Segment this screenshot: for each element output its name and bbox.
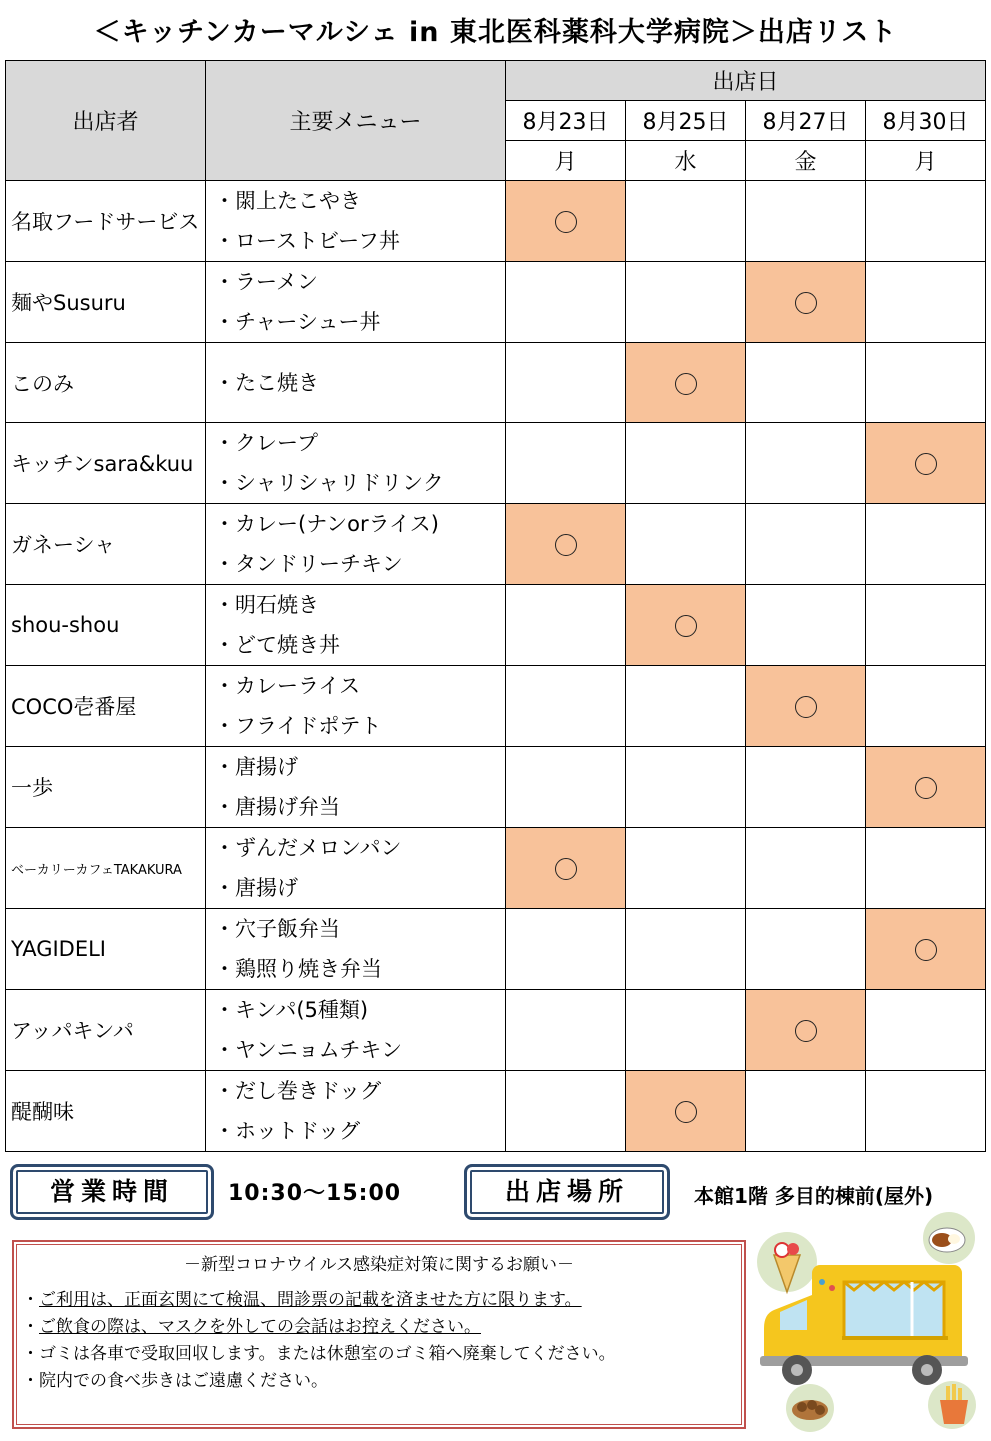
day-cell xyxy=(506,747,626,828)
menu-item: ・明石焼き xyxy=(214,593,319,617)
day-cell xyxy=(626,585,746,666)
menu-item: ・ホットドッグ xyxy=(214,1119,361,1143)
notice-title: －新型コロナウイルス感染症対策に関するお願い－ xyxy=(184,1255,574,1275)
header-date: 8月27日 xyxy=(746,101,866,141)
notice-item: ・院内での食べ歩きはご遠慮ください。 xyxy=(22,1371,328,1391)
day-cell xyxy=(746,1071,866,1152)
day-cell xyxy=(506,1071,626,1152)
attendance-mark xyxy=(915,939,937,961)
menu-item: ・唐揚げ xyxy=(214,755,298,779)
day-cell xyxy=(866,666,986,747)
vendor-rows xyxy=(6,181,986,1152)
vendor-name: 一歩 xyxy=(6,747,206,828)
day-cell xyxy=(626,990,746,1071)
day-cell xyxy=(626,747,746,828)
vendor-name: shou-shou xyxy=(6,585,206,666)
day-cell xyxy=(626,828,746,909)
day-cell xyxy=(746,262,866,343)
attendance-mark xyxy=(795,1020,817,1042)
vendor-name: ガネーシャ xyxy=(6,504,206,585)
day-cell xyxy=(866,747,986,828)
vendor-name: キッチンsara&kuu xyxy=(6,423,206,504)
table-row xyxy=(6,990,986,1071)
day-cell xyxy=(506,343,626,423)
day-cell xyxy=(746,504,866,585)
day-cell xyxy=(866,181,986,262)
day-cell xyxy=(626,1071,746,1152)
menu-item: ・カレー(ナンorライス) xyxy=(214,512,439,536)
table-row xyxy=(6,181,986,262)
attendance-mark xyxy=(915,453,937,475)
notice-item: ・ご利用は、正面玄関にて検温、問診票の記載を済ませた方に限ります。 xyxy=(22,1290,582,1310)
header-menu: 主要メニュー xyxy=(206,61,506,181)
vendor-name: アッパキンパ xyxy=(6,990,206,1071)
table-row xyxy=(6,504,986,585)
day-cell xyxy=(746,343,866,423)
header-date: 8月25日 xyxy=(626,101,746,141)
menu-item: ・カレーライス xyxy=(214,674,361,698)
vendor-name: 醍醐味 xyxy=(6,1071,206,1152)
day-cell xyxy=(866,585,986,666)
menu-item: ・どて焼き丼 xyxy=(214,633,340,657)
day-cell xyxy=(506,181,626,262)
menu-item: ・ヤンニョムチキン xyxy=(214,1038,403,1062)
attendance-mark xyxy=(555,858,577,880)
day-cell xyxy=(746,666,866,747)
menu-item: ・チャーシュー丼 xyxy=(214,310,381,334)
day-cell xyxy=(866,990,986,1071)
menu-item: ・閖上たこやき xyxy=(214,189,361,213)
day-cell xyxy=(746,181,866,262)
menu-item: ・ラーメン xyxy=(214,270,318,294)
menu-cell xyxy=(206,181,506,262)
attendance-mark xyxy=(795,696,817,718)
day-cell xyxy=(746,423,866,504)
header-vendor: 出店者 xyxy=(6,61,206,181)
day-cell xyxy=(506,909,626,990)
menu-item: ・タンドリーチキン xyxy=(214,552,403,576)
menu-item: ・鶏照り焼き弁当 xyxy=(214,957,382,981)
takoyaki-icon xyxy=(786,1384,834,1432)
header-weekday: 金 xyxy=(746,141,866,181)
attendance-mark xyxy=(915,777,937,799)
day-cell xyxy=(506,585,626,666)
menu-item: ・唐揚げ弁当 xyxy=(214,795,340,819)
place-value: 本館1階 多目的棟前(屋外) xyxy=(694,1184,934,1208)
day-cell xyxy=(506,262,626,343)
day-cell xyxy=(746,747,866,828)
table-row xyxy=(6,262,986,343)
day-cell xyxy=(506,666,626,747)
day-cell xyxy=(626,343,746,423)
attendance-mark xyxy=(675,615,697,637)
table-row xyxy=(6,666,986,747)
schedule-table xyxy=(5,60,986,1152)
header-weekday: 水 xyxy=(626,141,746,181)
day-cell xyxy=(626,262,746,343)
hours-label-box: 営業時間 xyxy=(10,1164,214,1220)
day-cell xyxy=(866,343,986,423)
day-cell xyxy=(866,909,986,990)
header-days: 出店日 xyxy=(506,61,986,101)
day-cell xyxy=(506,423,626,504)
day-cell xyxy=(866,828,986,909)
menu-cell xyxy=(206,585,506,666)
menu-cell xyxy=(206,343,506,423)
notice-item: ・ご飲食の際は、マスクを外しての会話はお控えください。 xyxy=(22,1317,481,1337)
menu-item: ・キンパ(5種類) xyxy=(214,998,369,1022)
notice-item: ・ゴミは各車で受取回収します。または休憩室のゴミ箱へ廃棄してください。 xyxy=(22,1344,616,1364)
day-cell xyxy=(866,262,986,343)
day-cell xyxy=(746,585,866,666)
menu-item: ・ずんだメロンパン xyxy=(214,836,402,860)
day-cell xyxy=(626,909,746,990)
menu-cell xyxy=(206,504,506,585)
table-row xyxy=(6,828,986,909)
place-label-box: 出店場所 xyxy=(464,1164,670,1220)
vendor-name: 麺やSusuru xyxy=(6,262,206,343)
table-row xyxy=(6,343,986,423)
table-row xyxy=(6,585,986,666)
menu-cell xyxy=(206,909,506,990)
curry-icon xyxy=(923,1212,975,1264)
menu-cell xyxy=(206,828,506,909)
vendor-name: YAGIDELI xyxy=(6,909,206,990)
day-cell xyxy=(506,990,626,1071)
menu-item: ・シャリシャリドリンク xyxy=(214,471,444,495)
header-weekday: 月 xyxy=(866,141,986,181)
menu-cell xyxy=(206,990,506,1071)
menu-cell xyxy=(206,666,506,747)
menu-item: ・たこ焼き xyxy=(214,370,319,395)
day-cell xyxy=(506,828,626,909)
menu-item: ・ローストビーフ丼 xyxy=(214,229,401,253)
menu-cell xyxy=(206,262,506,343)
attendance-mark xyxy=(675,1101,697,1123)
attendance-mark xyxy=(795,292,817,314)
attendance-mark xyxy=(555,534,577,556)
day-cell xyxy=(626,181,746,262)
table-row xyxy=(6,909,986,990)
vendor-name: ベーカリーカフェTAKAKURA xyxy=(6,828,206,909)
day-cell xyxy=(506,504,626,585)
header-weekday: 月 xyxy=(506,141,626,181)
menu-cell xyxy=(206,423,506,504)
vendor-name: このみ xyxy=(6,343,206,423)
vendor-name: 名取フードサービス xyxy=(6,181,206,262)
menu-item: ・穴子飯弁当 xyxy=(214,917,340,941)
day-cell xyxy=(866,504,986,585)
menu-cell xyxy=(206,1071,506,1152)
menu-item: ・唐揚げ xyxy=(214,876,298,900)
page-title: ＜キッチンカーマルシェ in 東北医科薬科大学病院＞出店リスト xyxy=(93,17,898,48)
table-row xyxy=(6,1071,986,1152)
day-cell xyxy=(746,990,866,1071)
day-cell xyxy=(746,909,866,990)
fries-icon xyxy=(928,1381,976,1429)
day-cell xyxy=(866,1071,986,1152)
attendance-mark xyxy=(675,373,697,395)
crepe-icon xyxy=(757,1232,817,1292)
day-cell xyxy=(626,504,746,585)
day-cell xyxy=(626,666,746,747)
day-cell xyxy=(866,423,986,504)
attendance-mark xyxy=(555,211,577,233)
covid-notice xyxy=(12,1240,746,1429)
day-cell xyxy=(626,423,746,504)
table-row xyxy=(6,747,986,828)
table-row xyxy=(6,423,986,504)
header-date: 8月30日 xyxy=(866,101,986,141)
day-cell xyxy=(746,828,866,909)
menu-item: ・フライドポテト xyxy=(214,714,382,738)
hours-value: 10:30〜15:00 xyxy=(228,1181,402,1206)
menu-item: ・クレープ xyxy=(214,431,318,455)
vendor-name: COCO壱番屋 xyxy=(6,666,206,747)
food-truck-illustration xyxy=(752,1210,984,1432)
menu-cell xyxy=(206,747,506,828)
menu-item: ・だし巻きドッグ xyxy=(214,1079,382,1103)
header-date: 8月23日 xyxy=(506,101,626,141)
